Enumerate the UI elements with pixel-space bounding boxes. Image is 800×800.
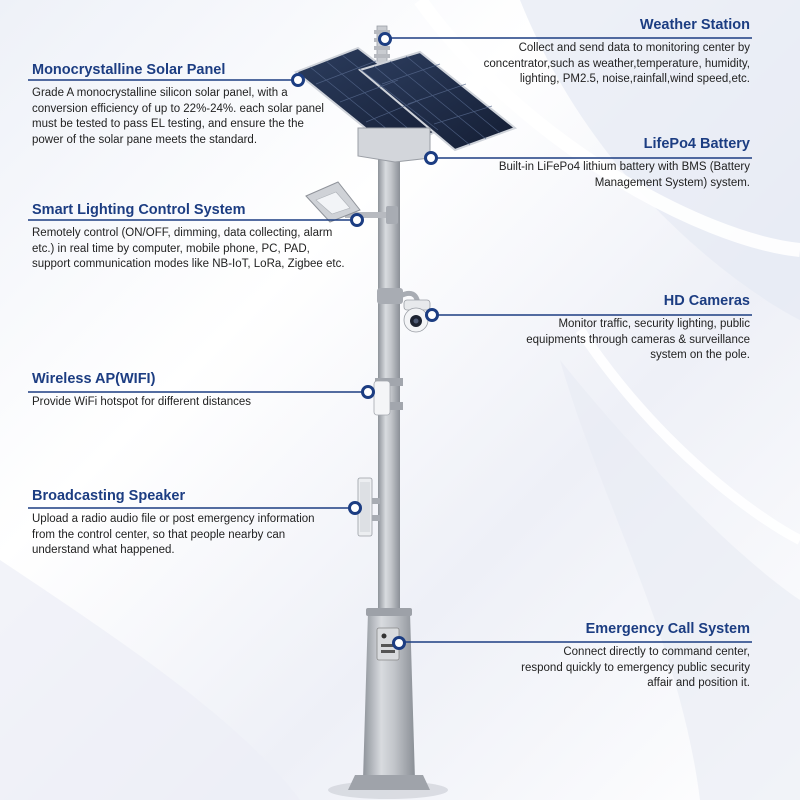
- callout-title: Emergency Call System: [585, 621, 750, 637]
- callout-title: Wireless AP(WIFI): [32, 371, 156, 387]
- callout-desc: Provide WiFi hotspot for different distances: [32, 396, 252, 408]
- battery-marker[interactable]: [424, 151, 438, 165]
- callout-weather-station: [440, 17, 800, 88]
- callout-battery: [440, 136, 800, 191]
- hd-camera-marker[interactable]: [425, 308, 439, 322]
- callout-desc: Monitor traffic, security lighting, public equipments through cameras & surveillance system on the pole.: [526, 318, 750, 361]
- callout-lighting-control: [30, 202, 345, 273]
- speaker-marker[interactable]: [348, 501, 362, 515]
- callout-title: Broadcasting Speaker: [32, 488, 186, 504]
- callout-hd-cameras: [440, 293, 800, 364]
- weather-station-marker[interactable]: [378, 32, 392, 46]
- callout-solar-panel: [30, 62, 330, 148]
- callout-desc: Built-in LiFePo4 lithium battery with BMS (Battery Management System) system.: [498, 161, 750, 189]
- callout-speaker: [30, 488, 330, 559]
- callout-wireless-ap: [30, 371, 350, 411]
- callout-title: Smart Lighting Control System: [32, 202, 246, 218]
- callout-desc: Connect directly to command center, respond quickly to emergency public security affair and position it.: [521, 646, 750, 689]
- callout-desc: Collect and send data to monitoring center by concentrator,such as weather,temperature, humidity, lighting, PM2.5, noise,rainfall,wind speed,etc.: [483, 42, 750, 85]
- callout-desc: Remotely control (ON/OFF, dimming, data collecting, alarm etc.) in real time by computer, mobile phone, PC, PAD, support communication modes like NB-IoT, LoRa, Zigbee etc.: [32, 227, 345, 270]
- lighting-control-marker[interactable]: [350, 213, 364, 227]
- callout-title: LifePo4 Battery: [643, 136, 750, 152]
- callout-title: Monocrystalline Solar Panel: [32, 62, 226, 78]
- callout-desc: Upload a radio audio file or post emergency information from the control center, so that people nearby can understand what happened.: [32, 513, 315, 556]
- wireless-ap-marker[interactable]: [361, 385, 375, 399]
- callout-title: Weather Station: [639, 17, 750, 33]
- callout-desc: Grade A monocrystalline silicon solar panel, with a conversion efficiency of up to 22%-24%. each solar panel must be tested to pass EL testing, and ensure the the power of the solar pane meets the standard.: [32, 87, 324, 146]
- callout-emergency-call: [440, 621, 800, 692]
- emergency-call-marker[interactable]: [392, 636, 406, 650]
- callout-title: HD Cameras: [663, 293, 750, 309]
